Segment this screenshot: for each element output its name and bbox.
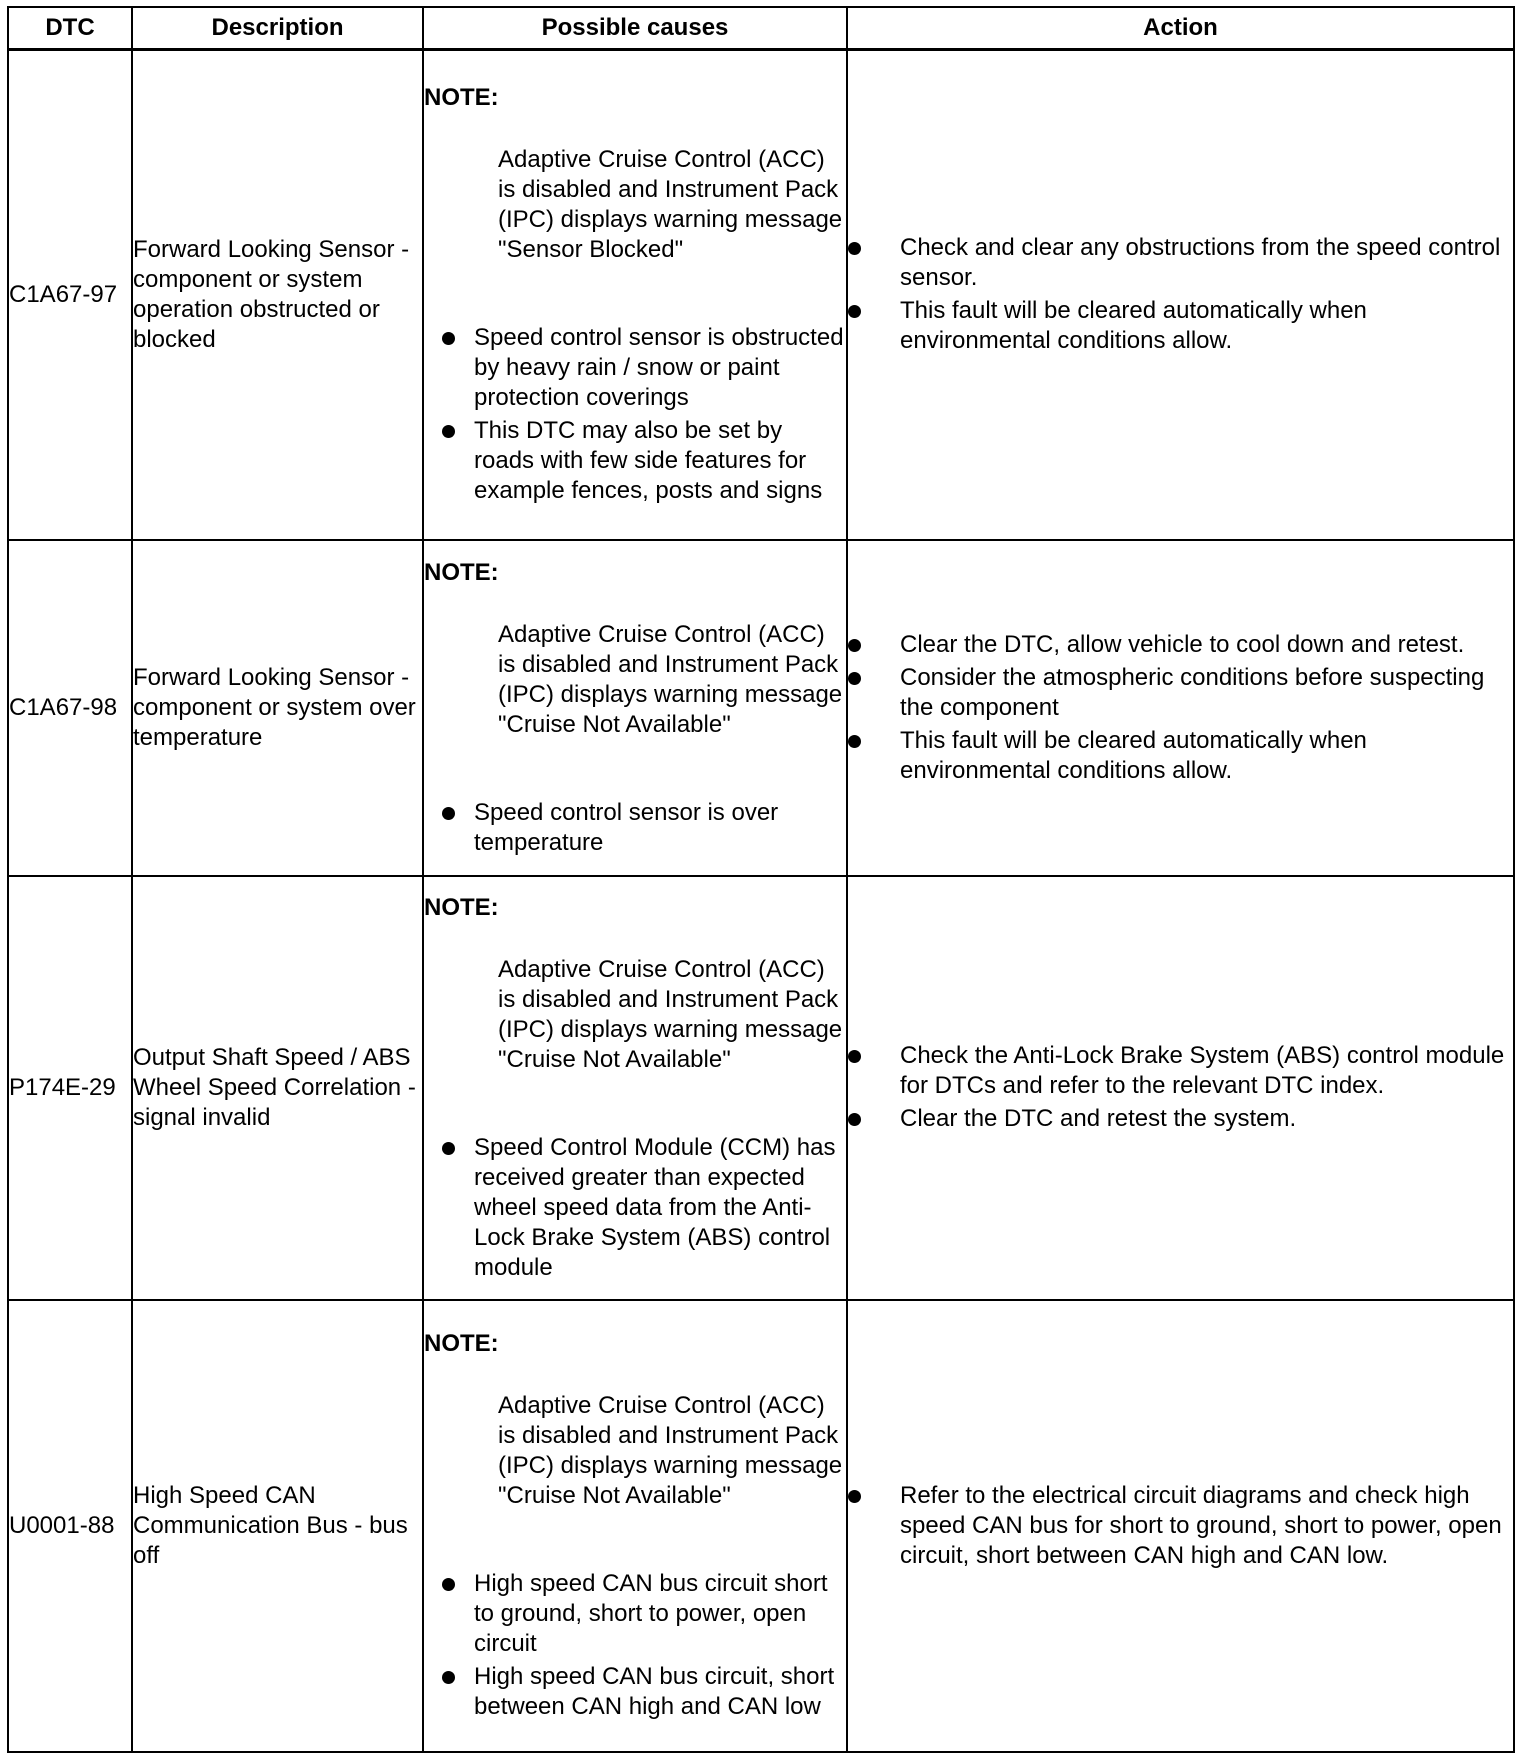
possible-causes bbox=[423, 50, 847, 540]
bullet-icon bbox=[848, 242, 861, 255]
dtc-table bbox=[7, 6, 1515, 1753]
bullet-icon bbox=[848, 1490, 861, 1503]
table-row bbox=[8, 876, 1514, 1300]
possible-causes bbox=[423, 876, 847, 1300]
list-item bbox=[424, 323, 846, 413]
bullet-icon bbox=[442, 1671, 455, 1684]
action-cell bbox=[847, 876, 1514, 1300]
cause-text: Speed Control Module (CCM) has received greater than expected wheel speed data from the Anti-Lock Brake System (ABS) control module bbox=[474, 1133, 836, 1281]
list-item bbox=[424, 1569, 846, 1659]
dtc-code: C1A67-98 bbox=[8, 540, 132, 876]
action-text: Consider the atmospheric conditions before suspecting the component bbox=[900, 663, 1485, 721]
note-label: NOTE: bbox=[424, 893, 499, 921]
table-row bbox=[8, 1300, 1514, 1752]
header-action: Action bbox=[847, 7, 1514, 50]
action-cell bbox=[847, 540, 1514, 876]
bullet-icon bbox=[848, 305, 861, 318]
cause-text: High speed CAN bus circuit short to ground, short to power, open circuit bbox=[474, 1570, 828, 1657]
note-text: Adaptive Cruise Control (ACC) is disabled and Instrument Pack (IPC) displays warning message "Sensor Blocked" bbox=[498, 146, 843, 264]
note-text: Adaptive Cruise Control (ACC) is disabled and Instrument Pack (IPC) displays warning message "Cruise Not Available" bbox=[498, 620, 843, 738]
cause-text: Speed control sensor is over temperature bbox=[474, 798, 779, 856]
dtc-description: Forward Looking Sensor - component or system over temperature bbox=[132, 540, 423, 876]
note-text: Adaptive Cruise Control (ACC) is disabled and Instrument Pack (IPC) displays warning message "Cruise Not Available" bbox=[498, 1392, 843, 1509]
dtc-description: Output Shaft Speed / ABS Wheel Speed Correlation - signal invalid bbox=[132, 876, 423, 1300]
header-possible-causes: Possible causes bbox=[423, 7, 847, 50]
actions-list bbox=[848, 1041, 1513, 1134]
action-text: Check and clear any obstructions from the speed control sensor. bbox=[900, 234, 1501, 292]
actions-list bbox=[848, 1481, 1513, 1571]
table-row bbox=[8, 50, 1514, 540]
bullet-icon bbox=[442, 807, 455, 820]
bullet-icon bbox=[442, 1142, 455, 1155]
list-item bbox=[848, 233, 1513, 293]
note-label: NOTE: bbox=[424, 1330, 499, 1357]
action-text: This fault will be cleared automatically when environmental conditions allow. bbox=[900, 297, 1367, 355]
bullet-icon bbox=[848, 1050, 861, 1063]
causes-list bbox=[424, 323, 846, 506]
bullet-icon bbox=[848, 735, 861, 748]
bullet-icon bbox=[848, 672, 861, 685]
note-text: Adaptive Cruise Control (ACC) is disabled and Instrument Pack (IPC) displays warning message "Cruise Not Available" bbox=[498, 955, 843, 1073]
dtc-code: U0001-88 bbox=[8, 1300, 132, 1752]
bullet-icon bbox=[442, 425, 455, 438]
bullet-icon bbox=[442, 1578, 455, 1591]
list-item bbox=[424, 1662, 846, 1722]
header-description: Description bbox=[132, 7, 423, 50]
action-cell bbox=[847, 1300, 1514, 1752]
action-text: This fault will be cleared automatically when environmental conditions allow. bbox=[900, 726, 1367, 784]
note-label: NOTE: bbox=[424, 84, 499, 112]
list-item bbox=[848, 1104, 1513, 1134]
list-item bbox=[848, 296, 1513, 356]
cause-text: This DTC may also be set by roads with few side features for example fences, posts and signs bbox=[474, 417, 823, 505]
note-label: NOTE: bbox=[424, 558, 499, 586]
action-text: Clear the DTC and retest the system. bbox=[900, 1105, 1297, 1132]
actions-list bbox=[848, 233, 1513, 356]
bullet-icon bbox=[442, 332, 455, 345]
action-text: Clear the DTC, allow vehicle to cool down and retest. bbox=[900, 630, 1465, 658]
header-dtc: DTC bbox=[8, 7, 132, 50]
possible-causes bbox=[423, 1300, 847, 1752]
cause-text: High speed CAN bus circuit, short between CAN high and CAN low bbox=[474, 1663, 835, 1720]
causes-list bbox=[424, 1569, 846, 1722]
action-cell bbox=[847, 50, 1514, 540]
list-item bbox=[848, 1041, 1513, 1101]
dtc-description: Forward Looking Sensor - component or system operation obstructed or blocked bbox=[132, 50, 423, 540]
action-text: Check the Anti-Lock Brake System (ABS) control module for DTCs and refer to the relevant DTC index. bbox=[900, 1042, 1505, 1099]
header-row bbox=[8, 7, 1514, 50]
list-item bbox=[424, 1133, 846, 1283]
bullet-icon bbox=[848, 1113, 861, 1126]
table-row bbox=[8, 540, 1514, 876]
dtc-description: High Speed CAN Communication Bus - bus off bbox=[132, 1300, 423, 1752]
dtc-code: P174E-29 bbox=[8, 876, 132, 1300]
actions-list bbox=[848, 630, 1513, 786]
causes-list bbox=[424, 1133, 846, 1283]
bullet-icon bbox=[848, 639, 861, 652]
list-item bbox=[848, 1481, 1513, 1571]
causes-list bbox=[424, 798, 846, 858]
list-item bbox=[848, 630, 1513, 660]
possible-causes bbox=[423, 540, 847, 876]
list-item bbox=[424, 798, 846, 858]
list-item bbox=[424, 416, 846, 506]
cause-text: Speed control sensor is obstructed by heavy rain / snow or paint protection coverings bbox=[474, 324, 844, 412]
action-text: Refer to the electrical circuit diagrams and check high speed CAN bus for short to ground, short to power, open circuit, short between CAN high and CAN low. bbox=[900, 1481, 1502, 1569]
list-item bbox=[848, 726, 1513, 786]
dtc-code: C1A67-97 bbox=[8, 50, 132, 540]
list-item bbox=[848, 663, 1513, 723]
